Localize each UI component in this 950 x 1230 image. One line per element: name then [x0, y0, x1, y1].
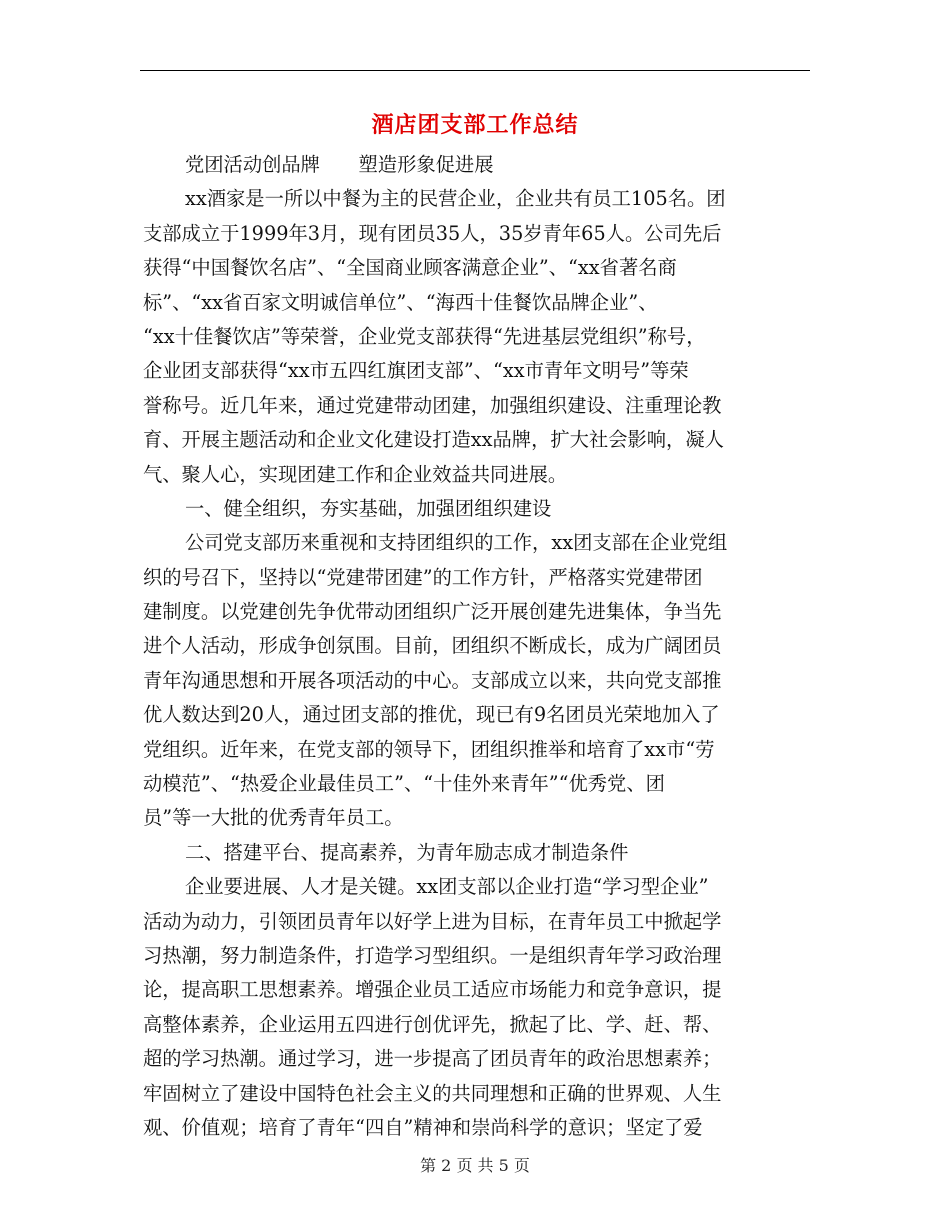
paragraph-line: xx酒家是一所以中餐为主的民营企业，企业共有员工105名。团 — [185, 187, 726, 211]
paragraph-line: 公司党支部历来重视和支持团组织的工作，xx团支部在企业党组 — [185, 531, 728, 555]
paragraph-line: 动模范”、“热爱企业最佳员工”、“十佳外来青年”“优秀党、团 — [143, 772, 665, 796]
paragraph-line: 誉称号。近几年来，通过党建带动团建，加强组织建设、注重理论教 — [143, 393, 722, 417]
paragraph-line: 青年沟通思想和开展各项活动的中心。支部成立以来，共向党支部推 — [143, 668, 722, 692]
paragraph-line: 超的学习热潮。通过学习，进一步提高了团员青年的政治思想素养； — [143, 1047, 722, 1071]
paragraph-line: 获得“中国餐饮名店”、“全国商业顾客满意企业”、“xx省著名商 — [143, 256, 677, 280]
paragraph-line: 织的号召下，坚持以“党建带团建”的工作方针，严格落实党建带团 — [143, 565, 703, 589]
paragraph-line: 论，提高职工思想素养。增强企业员工适应市场能力和竞争意识，提 — [143, 978, 722, 1002]
paragraph-line: 支部成立于1999年3月，现有团员35人，35岁青年65人。公司先后 — [143, 221, 722, 245]
paragraph-line: 牢固树立了建设中国特色社会主义的共同理想和正确的世界观、人生 — [143, 1081, 722, 1105]
paragraph-line: 企业要进展、人才是关键。xx团支部以企业打造“学习型企业” — [185, 875, 709, 899]
paragraph-line: 进个人活动，形成争创氛围。目前，团组织不断成长，成为广阔团员 — [143, 634, 722, 658]
paragraph-line: 建制度。以党建创先争优带动团组织广泛开展创建先进集体，争当先 — [143, 600, 722, 624]
paragraph-line: 员”等一大批的优秀青年员工。 — [143, 806, 404, 830]
paragraph-line: 观、价值观；培育了青年“四自”精神和崇尚科学的意识；坚定了爱 — [143, 1115, 703, 1139]
section-heading: 二、搭建平台、提高素养，为青年励志成才制造条件 — [185, 840, 629, 864]
paragraph-line: 高整体素养，企业运用五四进行创优评先，掀起了比、学、赶、帮、 — [143, 1012, 722, 1036]
paragraph-line: 优人数达到20人，通过团支部的推优，现已有9名团员光荣地加入了 — [143, 703, 720, 727]
document-body — [143, 148, 803, 1145]
header-rule — [140, 70, 810, 71]
document-title: 酒店团支部工作总结 — [371, 112, 579, 138]
paragraph-line: “xx十佳餐饮店”等荣誉，企业党支部获得“先进基层党组织”称号， — [143, 324, 706, 348]
paragraph-line: 育、开展主题活动和企业文化建设打造xx品牌，扩大社会影响，凝人 — [143, 428, 724, 452]
paragraph-line: 标”、“xx省百家文明诚信单位”、“海西十佳餐饮品牌企业”、 — [143, 290, 658, 314]
paragraph-line: 活动为动力，引领团员青年以好学上进为目标，在青年员工中掀起学 — [143, 909, 722, 933]
paragraph-line: 习热潮，努力制造条件，打造学习型组织。一是组织青年学习政治理 — [143, 943, 722, 967]
page-number: 第 2 页 共 5 页 — [420, 1156, 530, 1175]
paragraph-line: 气、聚人心，实现团建工作和企业效益共同进展。 — [143, 462, 568, 486]
section-heading: 一、健全组织，夯实基础，加强团组织建设 — [185, 496, 552, 520]
paragraph-line: 党组织。近年来，在党支部的领导下，团组织推举和培育了xx市“劳 — [143, 737, 715, 761]
subtitle-line: 党团活动创品牌 塑造形象促进展 — [185, 153, 494, 176]
paragraph-line: 企业团支部获得“xx市五四红旗团支部”、“xx市青年文明号”等荣 — [143, 359, 689, 383]
